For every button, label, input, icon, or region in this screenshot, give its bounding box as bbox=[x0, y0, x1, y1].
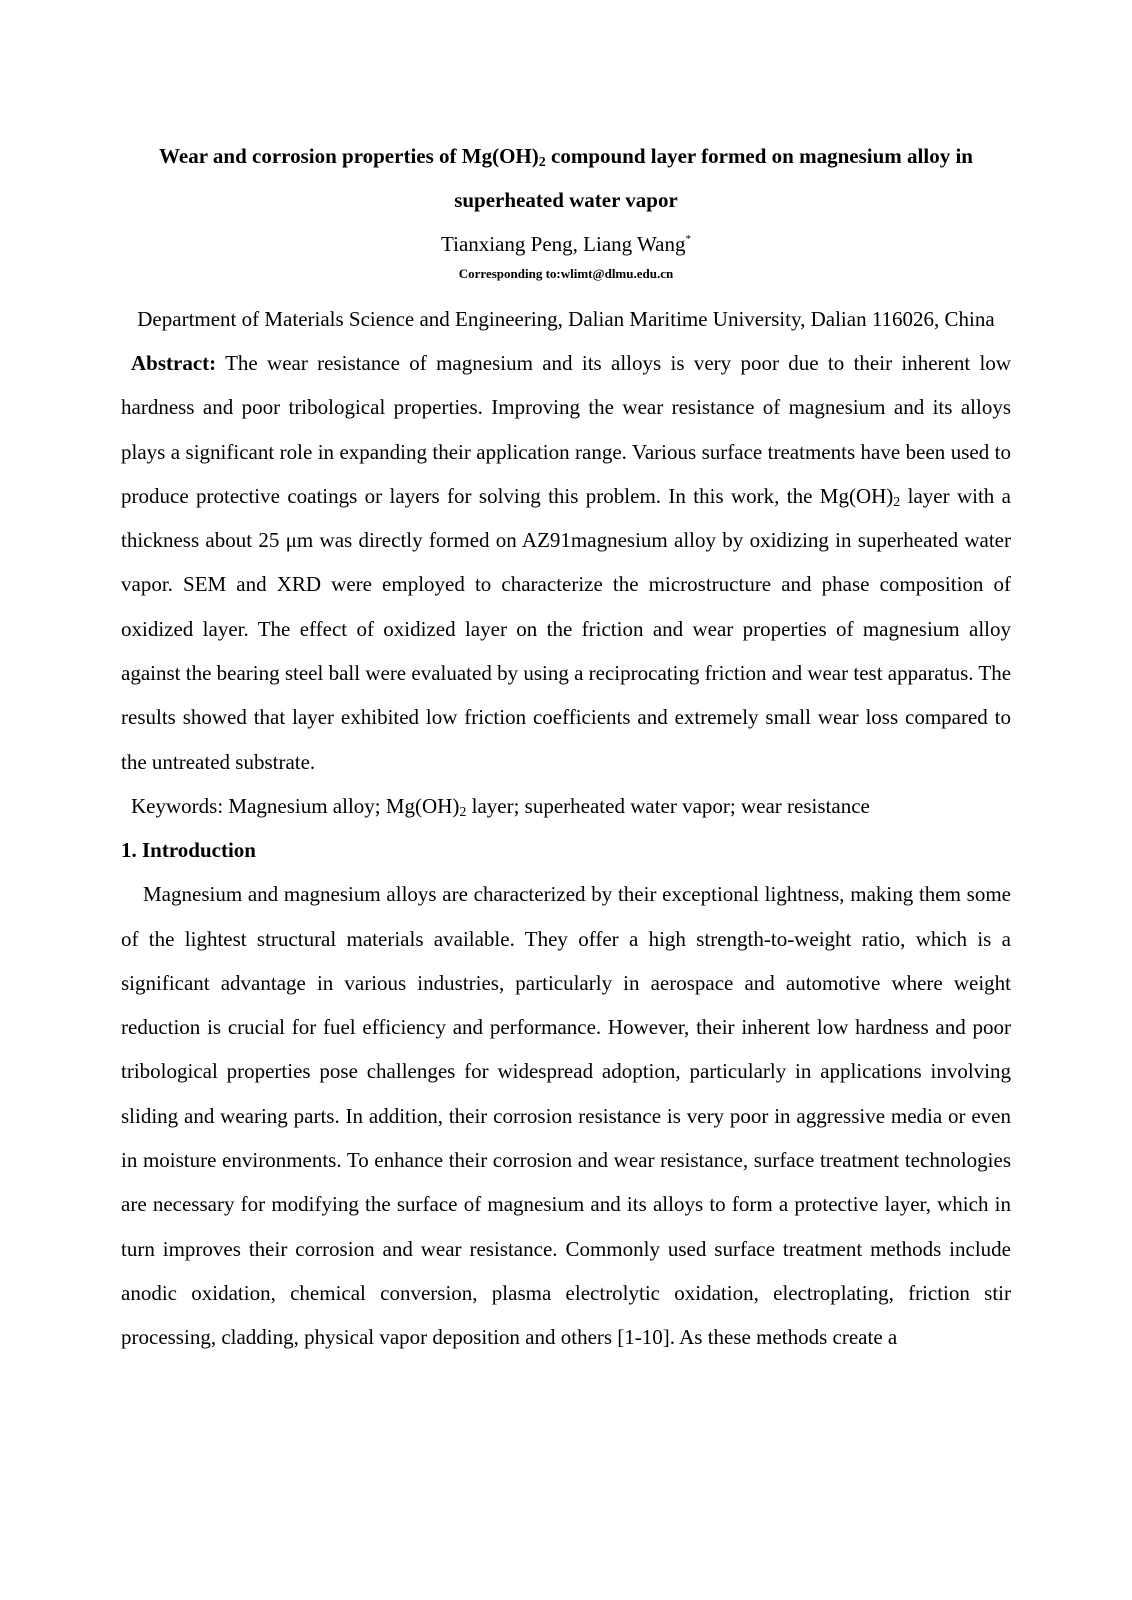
paper-title bbox=[121, 134, 1011, 222]
keywords-subscript: 2 bbox=[459, 804, 467, 820]
abstract-subscript: 2 bbox=[893, 494, 901, 510]
abstract-text-end: layer with a thickness about 25 μm was directly formed on AZ91magnesium alloy by oxidizing in superheated water vapor. SEM and XRD were employed to characterize the microstructure and phase composition of oxidized layer. The effect of oxidized layer on the friction and wear properties of magnesium alloy against the bearing steel ball were evaluated by using a reciprocating friction and wear test apparatus. The results showed that layer exhibited low friction coefficients and extremely small wear loss compared to the untreated substrate. bbox=[121, 483, 1012, 774]
introduction-heading: 1. Introduction bbox=[121, 838, 256, 863]
keywords bbox=[121, 784, 1011, 828]
title-text-end: compound layer formed on magnesium alloy in superheated water vapor bbox=[454, 144, 973, 212]
abstract-text-start: The wear resistance of magnesium and its alloys is very poor due to their inherent low hardness and poor tribological properties. Improving the wear resistance of magnesium and its alloys plays a significant role in expanding their application range. Various surface treatments have been used to produce protective coatings or layers for solving this problem. In this work, the Mg(OH) bbox=[121, 351, 1011, 508]
abstract-label: Abstract: bbox=[131, 351, 217, 375]
title-text-start: Wear and corrosion properties of Mg(OH) bbox=[159, 144, 539, 168]
title-subscript: 2 bbox=[538, 155, 546, 170]
abstract bbox=[121, 341, 1011, 784]
corresponding-author-mark: * bbox=[685, 233, 691, 245]
author-list bbox=[121, 224, 1011, 264]
keywords-text-start: Keywords: Magnesium alloy; Mg(OH) bbox=[131, 793, 460, 818]
affiliation: Department of Materials Science and Engineering, Dalian Maritime University, Dalian 116026, China bbox=[137, 307, 995, 331]
keywords-text-end: layer; superheated water vapor; wear resistance bbox=[466, 793, 870, 818]
introduction-paragraph: Magnesium and magnesium alloys are characterized by their exceptional lightness, making them some of the lightest structural materials available. They offer a high strength-to-weight ratio, which is a significant advantage in various industries, particularly in aerospace and automotive where weight reduction is crucial for fuel efficiency and performance. However, their inherent low hardness and poor tribological properties pose challenges for widespread adoption, particularly in applications involving sliding and wearing parts. In addition, their corrosion resistance is very poor in aggressive media or even in moisture environments. To enhance their corrosion and wear resistance, surface treatment technologies are necessary for modifying the surface of magnesium and its alloys to form a protective layer, which in turn improves their corrosion and wear resistance. Commonly used surface treatment methods include anodic oxidation, chemical conversion, plasma electrolytic oxidation, electroplating, friction stir processing, cladding, physical vapor deposition and others [1-10]. As these methods create a bbox=[121, 882, 1011, 1350]
corresponding-email: Corresponding to:wlimt@dlmu.edu.cn bbox=[458, 266, 674, 281]
paper-page bbox=[121, 134, 1011, 1360]
author-names: Tianxiang Peng, Liang Wang bbox=[441, 232, 686, 256]
